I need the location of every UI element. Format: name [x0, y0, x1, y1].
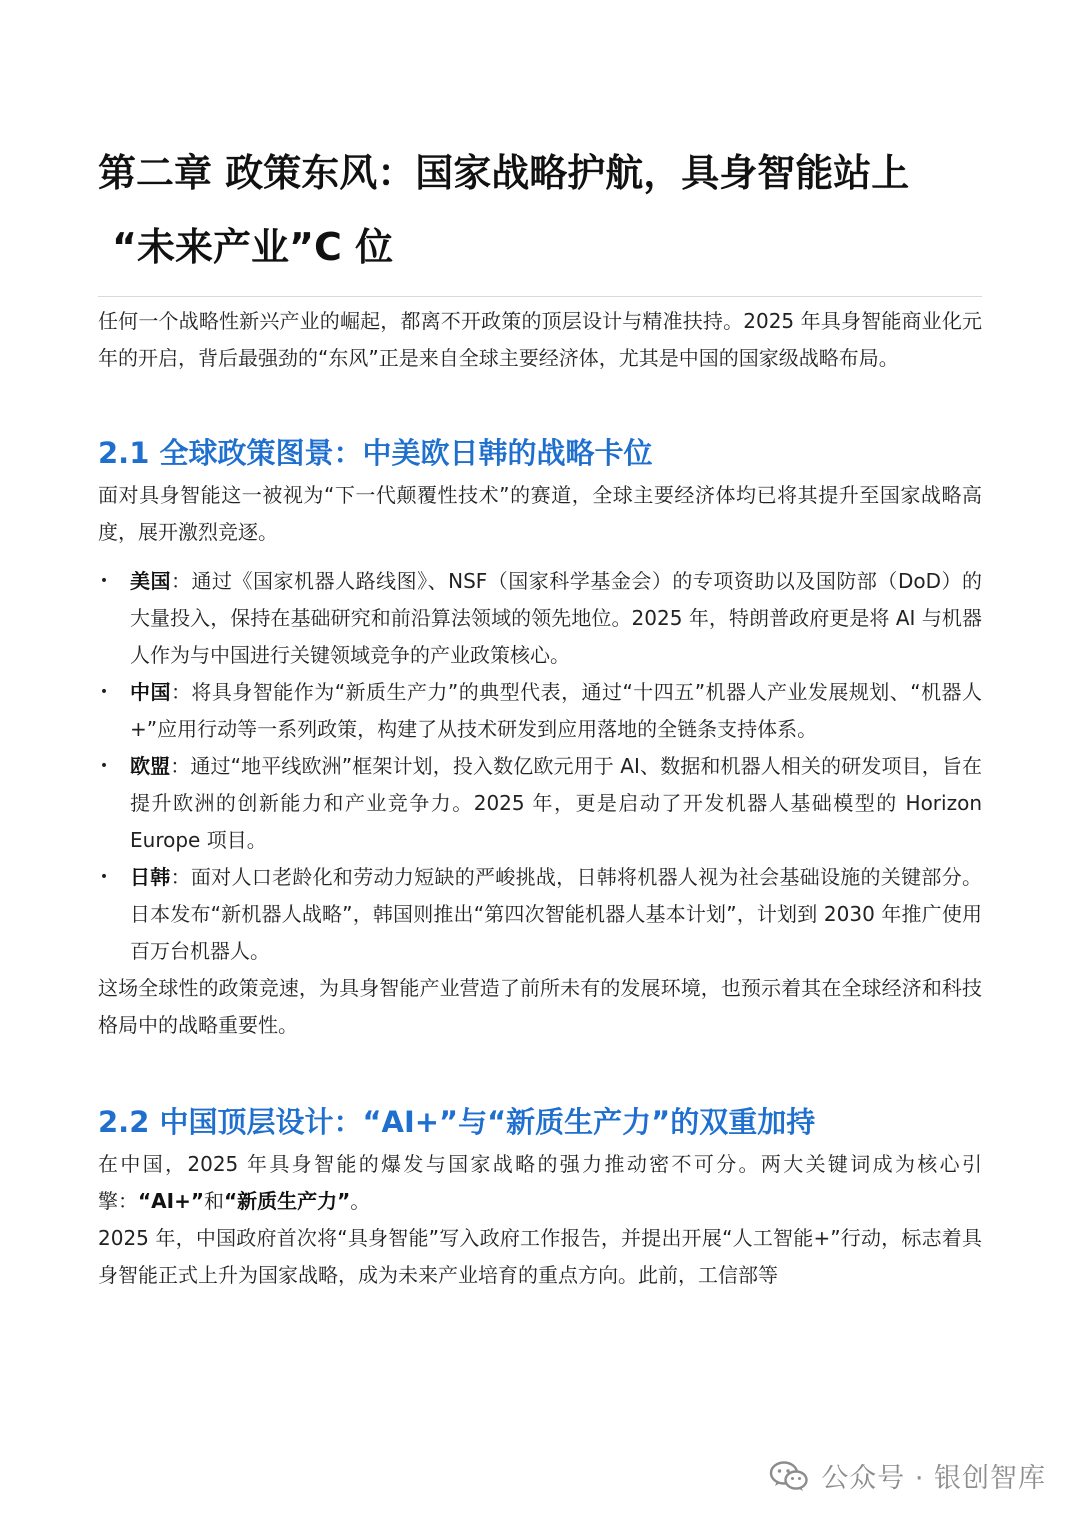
watermark-text: 公众号 · 银创智库 [821, 1463, 1046, 1494]
list-item-china [98, 674, 982, 748]
list-item-text: ：通过《国家机器人路线图》、NSF（国家科学基金会）的专项资助以及国防部（DoD）的大量投入，保持在基础研究和前沿算法领域的领先地位。2025 年，特朗普政府更是将 AI 与机器人作为与中国进行关键领域竞争的产业政策核心。 [130, 569, 982, 667]
watermark [769, 1456, 1046, 1495]
list-item-text: ：面对人口老龄化和劳动力短缺的严峻挑战，日韩将机器人视为社会基础设施的关键部分。日本发布“新机器人战略”，韩国则推出“第四次智能机器人基本计划”，计划到 2030 年推广使用百万台机器人。 [130, 865, 983, 963]
chapter-intro: 任何一个战略性新兴产业的崛起，都离不开政策的顶层设计与精准扶持。2025 年具身智能商业化元年的开启，背后最强劲的“东风”正是来自全球主要经济体，尤其是中国的国家级战略布局。 [98, 309, 982, 370]
list-item-text: ：将具身智能作为“新质生产力”的典型代表，通过“十四五”机器人产业发展规划、“机器人+”应用行动等一系列政策，构建了从技术研发到应用落地的全链条支持体系。 [130, 680, 983, 741]
document-page [98, 0, 982, 1294]
chapter-title [98, 0, 982, 284]
list-item-label: 日韩 [130, 865, 171, 889]
keyword-connector: 和 [203, 1189, 224, 1213]
list-item-usa [98, 563, 982, 674]
wechat-icon [769, 1460, 809, 1492]
section-2-lead [98, 1146, 982, 1220]
chapter-title-line2: “未来产业”C 位 [112, 225, 394, 269]
keyword-new-productivity: “新质生产力” [223, 1189, 351, 1213]
section-2-paragraph: 2025 年，中国政府首次将“具身智能”写入政府工作报告，并提出开展“人工智能+”行动，标志着具身智能正式上升为国家战略，成为未来产业培育的重点方向。此前，工信部等 [98, 1226, 982, 1287]
list-item-japan-korea [98, 859, 982, 970]
section-1-closing: 这场全球性的政策竞速，为具身智能产业营造了前所未有的发展环境，也预示着其在全球经济和科技格局中的战略重要性。 [98, 976, 982, 1037]
title-divider [98, 296, 982, 297]
bullet-icon: • [99, 869, 109, 885]
list-item-label: 美国 [130, 569, 172, 593]
bullet-icon: • [99, 684, 109, 700]
section-heading-2-2: 2.2 中国顶层设计：“AI+”与“新质生产力”的双重加持 [98, 1105, 816, 1139]
keyword-ai-plus: “AI+” [138, 1189, 204, 1213]
section-2-lead-prefix: 在中国，2025 年具身智能的爆发与国家战略的强力推动密不可分。两大关键词成为核心引擎： [98, 1152, 982, 1213]
list-item-label: 欧盟 [130, 754, 171, 778]
policy-list [98, 563, 982, 970]
section-heading-2-1: 2.1 全球政策图景：中美欧日韩的战略卡位 [98, 436, 653, 470]
list-item-label: 中国 [130, 680, 171, 704]
section-1-lead: 面对具身智能这一被视为“下一代颠覆性技术”的赛道，全球主要经济体均已将其提升至国家战略高度，展开激烈竞逐。 [98, 483, 982, 544]
chapter-title-line1: 第二章 政策东风：国家战略护航，具身智能站上 [98, 151, 910, 195]
list-item-text: ：通过“地平线欧洲”框架计划，投入数亿欧元用于 AI、数据和机器人相关的研发项目，旨在提升欧洲的创新能力和产业竞争力。2025 年，更是启动了开发机器人基础模型的 Horizon Europe 项目。 [130, 754, 982, 852]
section-2-lead-suffix: 。 [350, 1189, 371, 1213]
list-item-eu [98, 748, 982, 859]
bullet-icon: • [99, 573, 109, 589]
bullet-icon: • [99, 758, 109, 774]
